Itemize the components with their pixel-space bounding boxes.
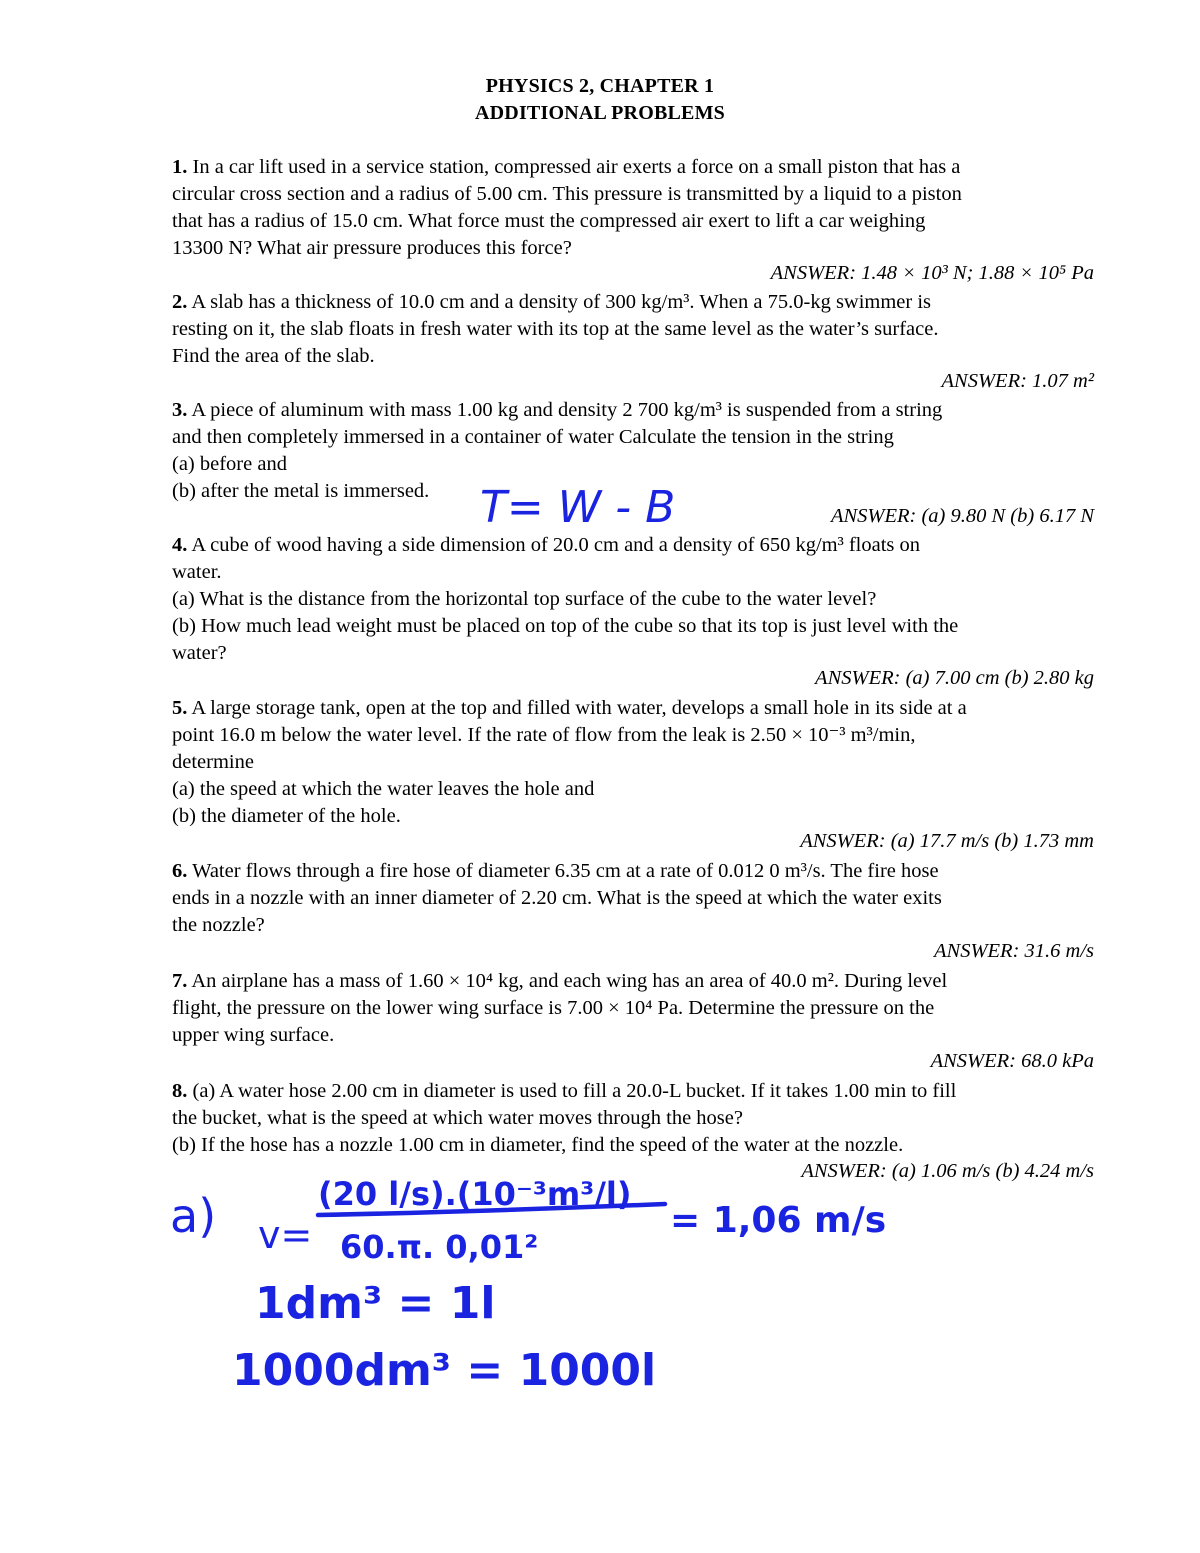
- problem-7-line-3: upper wing surface.: [172, 1024, 335, 1046]
- problem-7-line-1: [172, 968, 947, 995]
- problem-2-line-1: [172, 289, 931, 316]
- problem-text: Water flows through a fire hose of diameter 6.35 cm at a rate of 0.012 0 m³/s. The fire hose: [187, 860, 939, 882]
- problem-4-line-2: water.: [172, 561, 222, 583]
- problem-4-line-1: [172, 532, 920, 559]
- problem-3-line-1: [172, 397, 942, 424]
- problem-2-line-2: resting on it, the slab floats in fresh water with its top at the same level as the water’s surface.: [172, 318, 939, 340]
- problem-text: (a) A water hose 2.00 cm in diameter is used to fill a 20.0-L bucket. If it takes 1.00 min to fill: [187, 1080, 957, 1102]
- problem-5-line-3: determine: [172, 751, 254, 773]
- problem-number: 7.: [172, 970, 188, 992]
- problem-8-line-2: the bucket, what is the speed at which water moves through the hose?: [172, 1107, 743, 1129]
- problem-text: A piece of aluminum with mass 1.00 kg and density 2 700 kg/m³ is suspended from a string: [187, 399, 943, 421]
- problem-2-answer: ANSWER: 1.07 m²: [941, 370, 1094, 392]
- problem-5-line-1: [172, 695, 967, 722]
- problem-1-answer: ANSWER: 1.48 × 10³ N; 1.88 × 10⁵ Pa: [770, 262, 1094, 284]
- problem-1-line-1: [172, 154, 960, 181]
- handwritten-fraction-bar: [318, 1204, 665, 1215]
- problem-6-line-1: [172, 858, 939, 885]
- problem-1-line-4: 13300 N? What air pressure produces this force?: [172, 237, 572, 259]
- handwritten-tension-note: T= W - B: [480, 482, 676, 533]
- problem-7-line-2: flight, the pressure on the lower wing surface is 7.00 × 10⁴ Pa. Determine the pressure on the: [172, 997, 935, 1019]
- problem-text: A cube of wood having a side dimension of 20.0 cm and a density of 650 kg/m³ floats on: [187, 534, 921, 556]
- problem-6-line-2: ends in a nozzle with an inner diameter of 2.20 cm. What is the speed at which the water exits: [172, 887, 942, 909]
- handwritten-numerator: (20 l/s).(10⁻³m³/l): [318, 1175, 632, 1213]
- problem-3-line-4: (b) after the metal is immersed.: [172, 480, 430, 502]
- problem-4-line-4: (b) How much lead weight must be placed on top of the cube so that its top is just level with the: [172, 615, 959, 637]
- problem-number: 2.: [172, 291, 188, 313]
- problem-6-answer: ANSWER: 31.6 m/s: [934, 940, 1094, 962]
- problem-2-line-3: Find the area of the slab.: [172, 345, 375, 367]
- problem-5-line-5: (b) the diameter of the hole.: [172, 805, 401, 827]
- problem-4-line-3: (a) What is the distance from the horizontal top surface of the cube to the water level?: [172, 588, 877, 610]
- problem-1-line-2: circular cross section and a radius of 5.00 cm. This pressure is transmitted by a liquid to a piston: [172, 183, 962, 205]
- problem-3-line-2: and then completely immersed in a container of water Calculate the tension in the string: [172, 426, 894, 448]
- problem-3-answer: ANSWER: (a) 9.80 N (b) 6.17 N: [830, 505, 1094, 527]
- problem-number: 5.: [172, 697, 188, 719]
- problem-6-line-3: the nozzle?: [172, 914, 265, 936]
- handwritten-result: = 1,06 m/s: [670, 1200, 887, 1241]
- problem-8-line-3: (b) If the hose has a nozzle 1.00 cm in diameter, find the speed of the water at the nozzle.: [172, 1134, 904, 1156]
- problem-text: An airplane has a mass of 1.60 × 10⁴ kg, and each wing has an area of 40.0 m². During level: [187, 970, 948, 992]
- problem-4-answer: ANSWER: (a) 7.00 cm (b) 2.80 kg: [815, 667, 1094, 689]
- problem-5-answer: ANSWER: (a) 17.7 m/s (b) 1.73 mm: [800, 830, 1094, 852]
- handwritten-conversion-2: 1000dm³ = 1000l: [232, 1345, 657, 1396]
- handwritten-v-equals: v=: [258, 1213, 313, 1257]
- problem-text: A large storage tank, open at the top and filled with water, develops a small hole in its side at a: [187, 697, 967, 719]
- problem-text: In a car lift used in a service station, compressed air exerts a force on a small piston that has a: [187, 156, 961, 178]
- problem-number: 4.: [172, 534, 188, 556]
- problem-4-line-5: water?: [172, 642, 227, 664]
- page-subtitle: ADDITIONAL PROBLEMS: [475, 102, 725, 124]
- problem-number: 8.: [172, 1080, 188, 1102]
- problem-number: 3.: [172, 399, 188, 421]
- problem-number: 1.: [172, 156, 188, 178]
- problem-5-line-4: (a) the speed at which the water leaves the hole and: [172, 778, 595, 800]
- handwritten-label-a: a): [170, 1189, 217, 1243]
- problem-8-line-1: [172, 1078, 956, 1105]
- problem-7-answer: ANSWER: 68.0 kPa: [930, 1050, 1094, 1072]
- problem-8-answer: ANSWER: (a) 1.06 m/s (b) 4.24 m/s: [801, 1160, 1094, 1182]
- handwritten-denominator: 60.π. 0,01²: [340, 1228, 539, 1266]
- problem-5-line-2: point 16.0 m below the water level. If the rate of flow from the leak is 2.50 × 10⁻³ m³/min,: [172, 724, 916, 746]
- problem-1-line-3: that has a radius of 15.0 cm. What force must the compressed air exert to lift a car weighing: [172, 210, 926, 232]
- problem-number: 6.: [172, 860, 188, 882]
- problem-3-line-3: (a) before and: [172, 453, 287, 475]
- handwritten-conversion-1: 1dm³ = 1l: [255, 1278, 496, 1329]
- page-title: PHYSICS 2, CHAPTER 1: [485, 75, 715, 97]
- problem-text: A slab has a thickness of 10.0 cm and a density of 300 kg/m³. When a 75.0-kg swimmer is: [187, 291, 932, 313]
